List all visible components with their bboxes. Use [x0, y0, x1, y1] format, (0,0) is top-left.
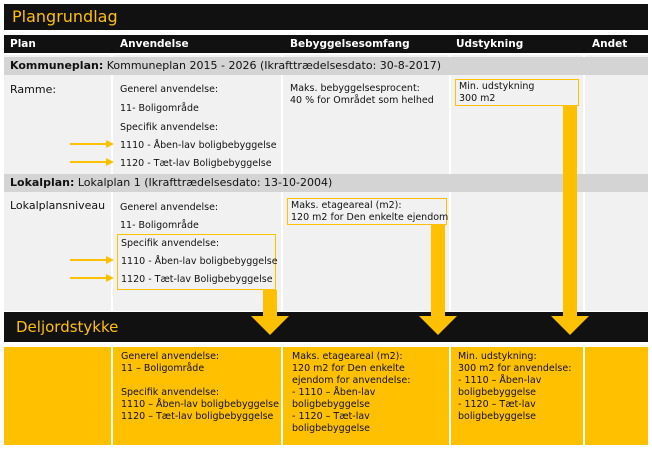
lp-use-general: Generel anvendelse: — [120, 202, 219, 213]
deljordstykke-title: Deljordstykke — [16, 318, 119, 336]
lokalplan-label: Lokalplan: — [10, 176, 75, 189]
lp-use-specific: Specifik anvendelse: — [121, 238, 220, 249]
arrow-down-icon — [251, 290, 289, 335]
lokalplan-title: Lokalplan 1 (Ikrafttrædelsesdato: 13-10-2004) — [74, 176, 333, 189]
ramme-label: Ramme: — [10, 83, 57, 96]
header-udstykning: Udstykning — [456, 38, 524, 50]
del-col-udstykning — [451, 347, 583, 445]
kp-udstykning-label: Min. udstykning — [459, 81, 535, 92]
kp-omfang-label: Maks. bebyggelsesprocent: — [290, 83, 420, 94]
kommuneplan-title: Kommuneplan 2015 - 2026 (Ikrafttrædelsesdato: 30-8-2017) — [103, 59, 441, 72]
kp-use-specific-2: 1120 - Tæt-lav Boligbebyggelse — [120, 158, 272, 169]
kp-udstykning-box — [455, 79, 579, 106]
arrow-right-icon — [70, 158, 114, 166]
title-bar — [4, 4, 648, 30]
header-plan: Plan — [10, 38, 36, 50]
kp-use-specific: Specifik anvendelse: — [120, 122, 219, 133]
arrow-right-icon — [70, 256, 114, 264]
kp-use-general-value: 11- Boligområde — [120, 103, 199, 114]
header-bebyggelsesomfang: Bebyggelsesomfang — [290, 38, 410, 50]
lp-omfang-value: 120 m2 for Den enkelte ejendom — [291, 212, 449, 223]
del-col-anvendelse — [113, 347, 281, 445]
header-row — [4, 35, 648, 53]
header-anvendelse: Anvendelse — [120, 38, 189, 50]
lp-use-specific-2: 1120 - Tæt-lav Boligbebyggelse — [121, 274, 273, 285]
lp-specific-box — [117, 234, 276, 290]
arrow-down-icon — [551, 106, 589, 335]
kommuneplan-band — [4, 57, 648, 75]
kp-use-general: Generel anvendelse: — [120, 84, 219, 95]
lp-omfang-label: Maks. etageareal (m2): — [291, 200, 402, 211]
kp-udstykning-value: 300 m2 — [459, 93, 496, 104]
del-col-plan — [4, 347, 111, 445]
arrow-right-icon — [70, 274, 114, 282]
kp-use-specific-1: 1110 - Åben-lav boligbebyggelse — [120, 140, 277, 151]
kp-omfang-value: 40 % for Området som helhed — [290, 95, 434, 106]
del-anvendelse-text: Generel anvendelse: 11 – Boligområde Specifik anvendelse: 1110 – Åben-lav boligbebyggelse 1120 – Tæt-lav boligbebyggelse — [121, 351, 279, 422]
lp-omfang-box — [287, 198, 447, 225]
arrow-down-icon — [419, 225, 457, 335]
arrow-right-icon — [70, 140, 114, 148]
del-col-andet — [585, 347, 648, 445]
del-omfang-text: Maks. etageareal (m2): 120 m2 for Den enkelte ejendom for anvendelse: - 1110 – Åben-lav boligbebyggelse - 1120 – Tæt-lav boligbebyggelse — [292, 351, 411, 434]
lokalplansniveau-label: Lokalplansniveau — [10, 199, 106, 212]
header-andet: Andet — [592, 38, 628, 50]
lp-use-general-value: 11- Boligområde — [120, 220, 199, 231]
del-col-omfang — [283, 347, 449, 445]
kommuneplan-label: Kommuneplan: — [10, 59, 104, 72]
page-title: Plangrundlag — [12, 7, 118, 26]
del-udstykning-text: Min. udstykning: 300 m2 for anvendelse: - 1110 – Åben-lav boligbebyggelse - 1120 – Tæt-lav boligbebyggelse — [458, 351, 572, 422]
lp-use-specific-1: 1110 - Åben-lav boligbebyggelse — [121, 256, 278, 267]
